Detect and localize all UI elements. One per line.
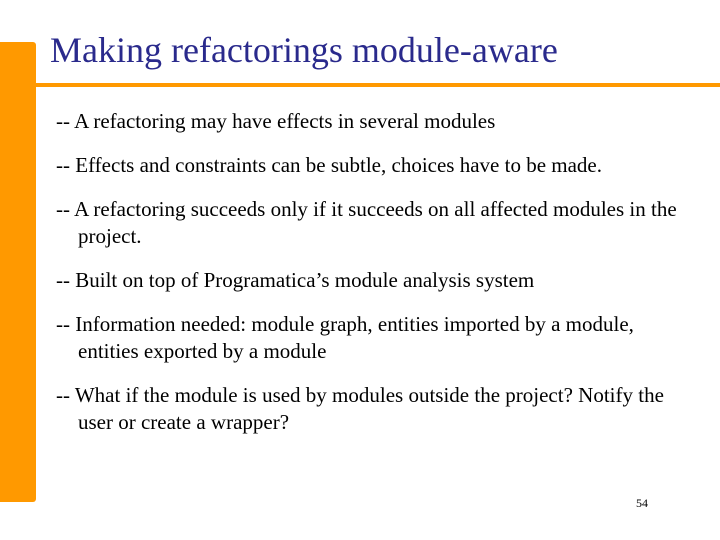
bullet-item: -- A refactoring may have effects in several modules bbox=[56, 109, 496, 133]
title-divider bbox=[0, 83, 720, 87]
bullet-item: -- Effects and constraints can be subtle, choices have to be made. bbox=[56, 153, 602, 177]
bullet-item: -- What if the module is used by modules outside the project? Notify the user or create a wrapper? bbox=[56, 383, 664, 434]
slide-title: Making refactorings module-aware bbox=[50, 30, 558, 70]
bullet-item: -- Built on top of Programatica’s module analysis system bbox=[56, 268, 535, 292]
bullet-item: -- Information needed: module graph, entities imported by a module, entities exported by a module bbox=[56, 312, 634, 363]
bullet-item: -- A refactoring succeeds only if it succeeds on all affected modules in the project. bbox=[56, 197, 677, 248]
page-number: 54 bbox=[636, 496, 648, 510]
bullet-list bbox=[56, 108, 696, 453]
orange-side-bar bbox=[0, 42, 36, 502]
